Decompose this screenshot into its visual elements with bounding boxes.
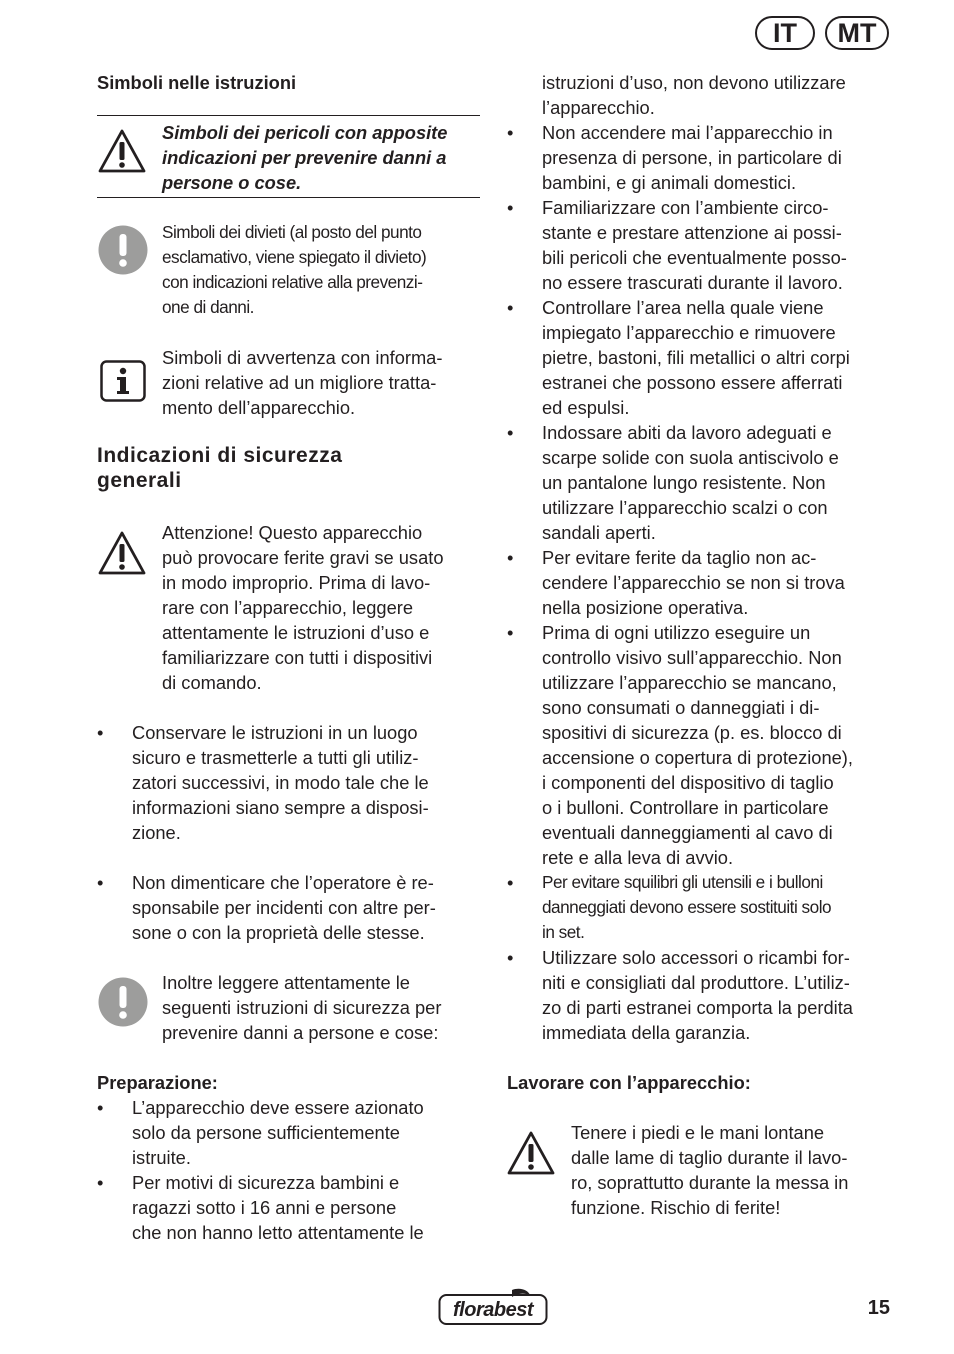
language-tag-it: IT xyxy=(755,16,815,50)
bullet: • xyxy=(507,197,514,218)
bullet: • xyxy=(507,297,514,318)
work-warning-text: Tenere i piedi e le mani lontane dalle lame di taglio durante il lavo- ro, soprattutto durante la messa in funzione. Rischio di ferite! xyxy=(571,1122,849,1218)
danger-symbols-text: Simboli dei pericoli con apposite indicazioni per prevenire danni a persone o cose. xyxy=(162,122,448,193)
bullet-text: Indossare abiti da lavoro adeguati e scarpe solide con suola antiscivolo e un pantalone lungo resistente. Non utilizzare l’apparecchio scalzi o con sandali aperti. xyxy=(542,422,839,543)
preparation-heading: Preparazione: xyxy=(97,1072,218,1093)
info-text: Simboli di avvertenza con informa- zioni relative ad un migliore tratta- mento dell’apparecchio. xyxy=(162,347,443,418)
bullet-text: Non dimenticare che l’operatore è re- sponsabile per incidenti con altre per- sone o con la proprietà delle stesse. xyxy=(132,872,436,943)
bullet: • xyxy=(97,722,104,743)
bullet-text: Conservare le istruzioni in un luogo sicuro e trasmetterle a tutti gli utiliz- zatori successivi, in modo tale che le informazioni siano sempre a disposi- zione. xyxy=(132,722,429,843)
bullet-text: Per evitare squilibri gli utensili e i bulloni danneggiati devono essere sostituiti solo in set. xyxy=(542,872,832,942)
bullet: • xyxy=(97,1097,104,1118)
bullet-text: Per evitare ferite da taglio non ac- cendere l’apparecchio se non si trova nella posizione operativa. xyxy=(542,547,845,618)
language-tag-mt: MT xyxy=(825,16,889,50)
read-more-text: Inoltre leggere attentamente le seguenti istruzioni di sicurezza per prevenire danni a persone e cose: xyxy=(162,972,442,1043)
prohibition-text: Simboli dei divieti (al posto del punto esclamativo, viene spiegato il divieto) con indicazioni relative alla prevenzi- one di danni. xyxy=(162,222,427,317)
divider-top xyxy=(97,115,480,116)
warning-triangle-icon xyxy=(506,1130,556,1176)
bullet: • xyxy=(507,622,514,643)
bullet-text: Prima di ogni utilizzo eseguire un controllo visivo sull’apparecchio. Non utilizzare l’apparecchio se mancano, sono consumati o danneggiati i di- spositivi di sicurezza (p. es. blocco di accensione o copertura di protezione), i componenti del dispositivo di taglio o i bulloni. Controllare in particolare eventuali danneggiamenti al cavo di rete e alla leva di avvio. xyxy=(542,622,853,868)
divider-bottom xyxy=(97,197,480,198)
symbols-heading: Simboli nelle istruzioni xyxy=(97,72,297,93)
continued-text: istruzioni d’uso, non devono utilizzare l’apparecchio. xyxy=(542,72,846,118)
bullet: • xyxy=(507,122,514,143)
info-icon xyxy=(100,360,146,402)
bullet: • xyxy=(97,1172,104,1193)
safety-heading: Indicazioni di sicurezza generali xyxy=(97,444,343,492)
prohibition-exclamation-icon xyxy=(98,977,148,1027)
bullet: • xyxy=(507,872,514,893)
bullet-text: Per motivi di sicurezza bambini e ragazzi sotto i 16 anni e persone che non hanno letto attentamente le xyxy=(132,1172,424,1243)
bullet: • xyxy=(507,422,514,443)
warning-triangle-icon xyxy=(97,530,147,576)
bullet-text: Utilizzare solo accessori o ricambi for- niti e consigliati dal produttore. L’utiliz- zo di parti estranei comporta la perdita immediata della garanzia. xyxy=(542,947,853,1043)
bullet: • xyxy=(507,547,514,568)
warning-triangle-icon xyxy=(97,128,147,174)
bullet: • xyxy=(97,872,104,893)
page-number: 15 xyxy=(867,1297,890,1319)
bullet-text: Non accendere mai l’apparecchio in presenza di persone, in particolare di bambini, e gi animali domestici. xyxy=(542,122,842,193)
prohibition-exclamation-icon xyxy=(98,225,148,275)
work-heading: Lavorare con l’apparecchio: xyxy=(507,1072,751,1093)
bullet-text: Controllare l’area nella quale viene impiegato l’apparecchio e rimuovere pietre, bastoni, fili metallici o altri corpi estranei che possono essere afferrati ed espulsi. xyxy=(542,297,850,418)
bullet: • xyxy=(507,947,514,968)
bullet-text: Familiarizzare con l’ambiente circo- stante e prestare attenzione ai possi- bili pericoli che eventualmente posso- no essere trascurati durante il lavoro. xyxy=(542,197,847,293)
brand-logo xyxy=(438,1288,548,1326)
bullet-text: L’apparecchio deve essere azionato solo da persone sufficientemente istruite. xyxy=(132,1097,424,1168)
brand-name: florabest xyxy=(453,1299,533,1321)
attention-text: Attenzione! Questo apparecchio può provocare ferite gravi se usato in modo improprio. Prima di lavo- rare con l’apparecchio, leggere attentamente le istruzioni d’uso e familiarizzare con tutti i dispositivi di comando. xyxy=(162,522,444,693)
